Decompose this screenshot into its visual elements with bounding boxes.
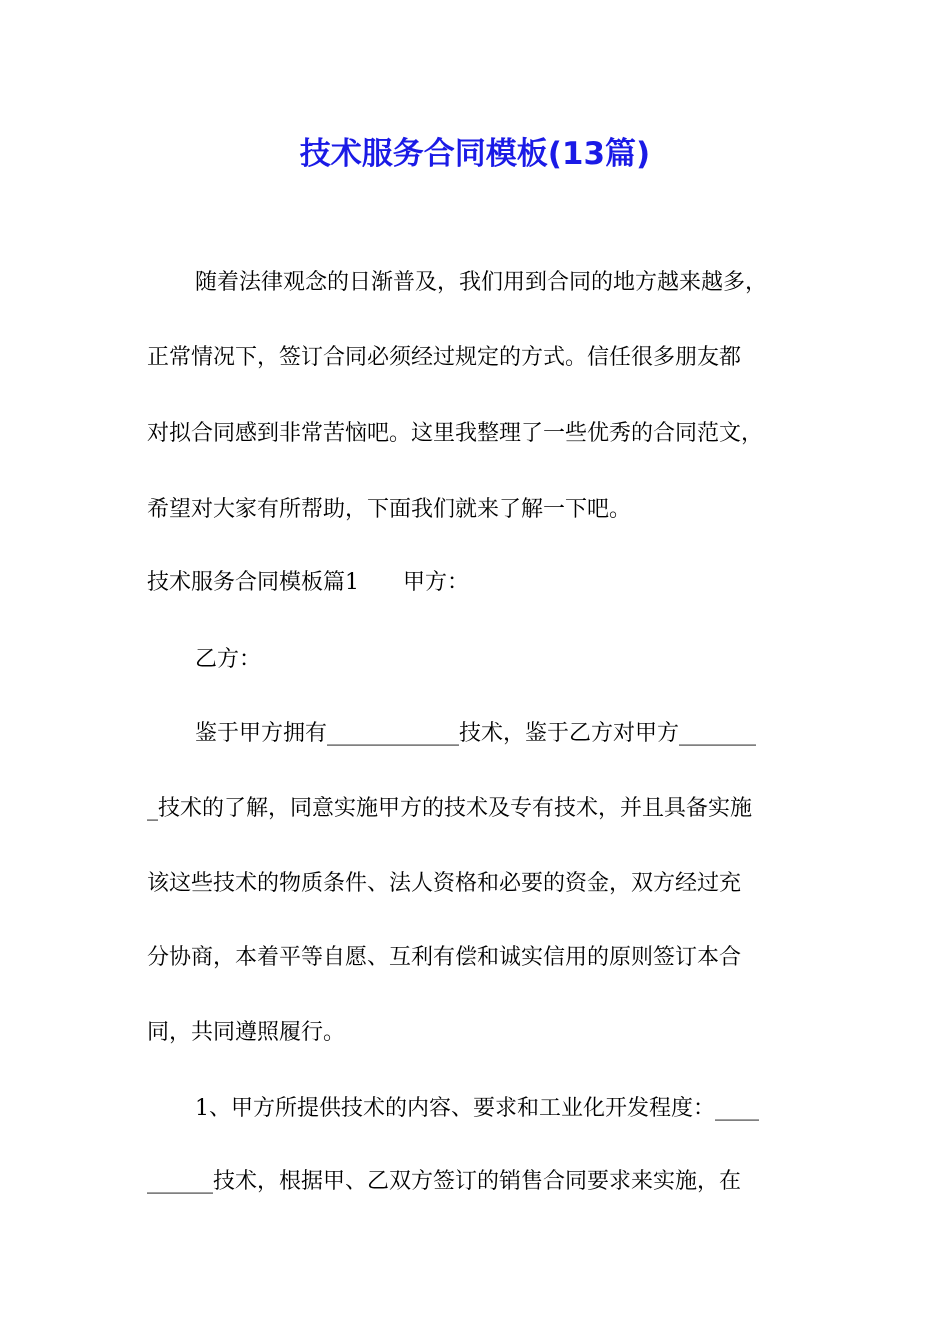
party-b-line: 乙方： [195,647,262,672]
contract-body-line-4: 分协商，本着平等自愿、互利有偿和诚实信用的原则签订本合 [147,945,742,970]
clause-1-line-2: ______技术，根据甲、乙双方签订的销售合同要求来实施，在 [147,1169,742,1194]
contract-body-line-5: 同，共同遵照履行。 [147,1020,346,1045]
contract-body-line-2: _技术的了解，同意实施甲方的技术及专有技术，并且具备实施 [147,796,753,821]
intro-line-2: 正常情况下，签订合同必须经过规定的方式。信任很多朋友都 [147,345,742,370]
contract-body-line-1: 鉴于甲方拥有____________技术，鉴于乙方对甲方_______ [195,721,757,746]
document-title: 技术服务合同模板(13篇) [299,136,651,172]
contract-body-line-3: 该这些技术的物质条件、法人资格和必要的资金，双方经过充 [147,871,742,896]
section-heading-party-a: 技术服务合同模板篇1 甲方： [147,570,469,595]
intro-line-4: 希望对大家有所帮助，下面我们就来了解一下吧。 [147,497,632,522]
clause-1-line-1: 1、甲方所提供技术的内容、要求和工业化开发程度：____ [195,1096,759,1121]
intro-line-1: 随着法律观念的日渐普及，我们用到合同的地方越来越多， [195,270,768,295]
intro-line-3: 对拟合同感到非常苦恼吧。这里我整理了一些优秀的合同范文， [147,421,764,446]
